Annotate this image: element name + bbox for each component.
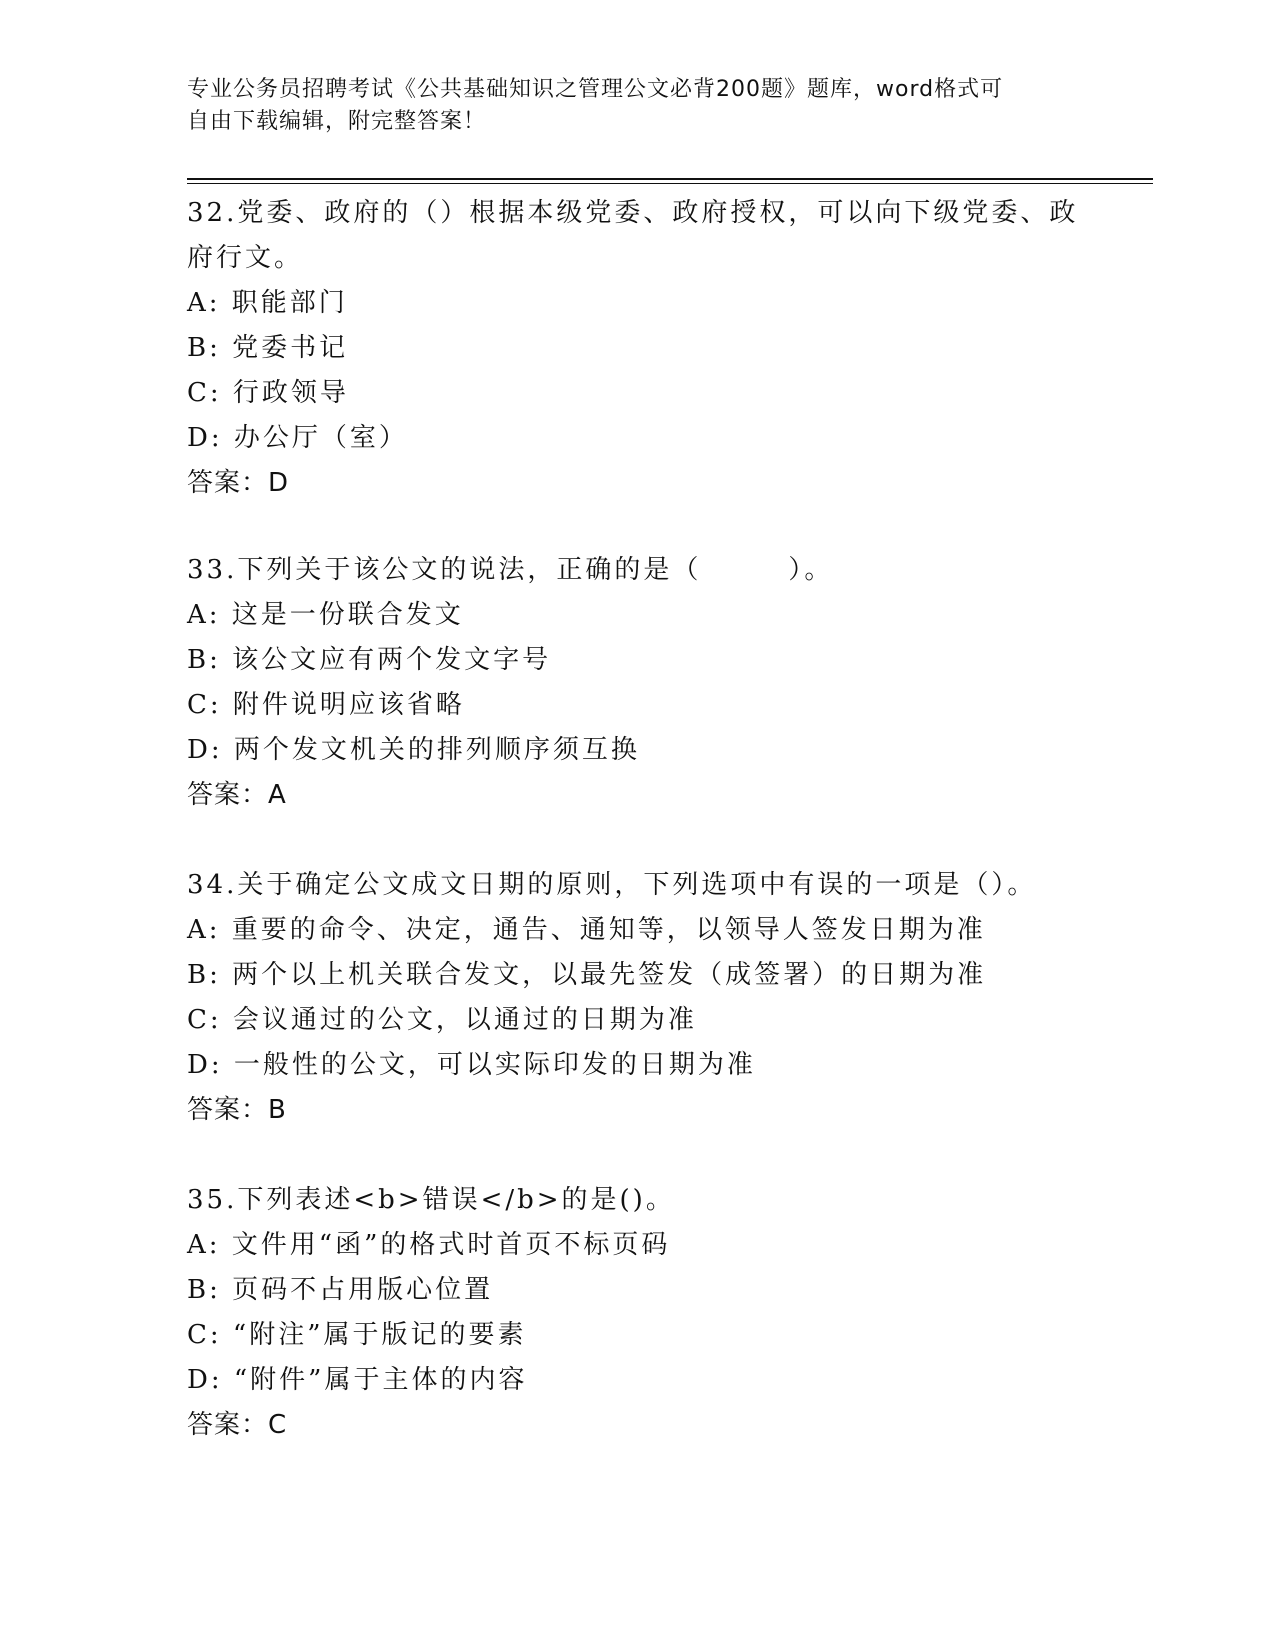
option-d: D: 两个发文机关的排列顺序须互换: [187, 735, 640, 765]
header-divider-thick: [187, 178, 1153, 180]
header-divider-thin: [187, 183, 1153, 184]
question-34: [187, 863, 1087, 1133]
question-33: [187, 548, 1087, 818]
option-b: B: 页码不占用版心位置: [187, 1275, 494, 1305]
question-32: [187, 191, 1087, 506]
option-d: D: “附件”属于主体的内容: [187, 1365, 528, 1395]
header-line-2: 自由下载编辑，附完整答案！: [187, 109, 487, 134]
answer: 答案：A: [187, 780, 287, 810]
question-stem: 33.下列关于该公文的说法，正确的是（ ）。: [187, 555, 834, 585]
header-line-1: 专业公务员招聘考试《公共基础知识之管理公文必背200题》题库，word格式可: [187, 77, 1004, 102]
option-d: D: 办公厅（室）: [187, 423, 408, 453]
option-c: C: 行政领导: [187, 378, 349, 408]
answer: 答案：C: [187, 1410, 288, 1440]
question-stem: 35.下列表述<b>错误</b>的是()。: [187, 1185, 675, 1215]
option-c: C: “附注”属于版记的要素: [187, 1320, 527, 1350]
option-d: D: 一般性的公文，可以实际印发的日期为准: [187, 1050, 756, 1080]
option-b: B: 两个以上机关联合发文，以最先签发（成签署）的日期为准: [187, 960, 987, 990]
question-stem-continued: 府行文。: [187, 243, 304, 273]
option-b: B: 该公文应有两个发文字号: [187, 645, 552, 675]
option-b: B: 党委书记: [187, 333, 349, 363]
option-a: A: 文件用“函”的格式时首页不标页码: [187, 1230, 671, 1260]
option-a: A: 重要的命令、决定，通告、通知等，以领导人签发日期为准: [187, 915, 986, 945]
answer: 答案：D: [187, 468, 290, 498]
question-stem: 32.党委、政府的（）根据本级党委、政府授权，可以向下级党委、政: [187, 198, 1079, 228]
option-a: A: 这是一份联合发文: [187, 600, 464, 630]
answer: 答案：B: [187, 1095, 287, 1125]
question-stem: 34.关于确定公文成文日期的原则，下列选项中有误的一项是（）。: [187, 870, 1037, 900]
question-35: [187, 1178, 1087, 1448]
option-c: C: 会议通过的公文，以通过的日期为准: [187, 1005, 697, 1035]
option-c: C: 附件说明应该省略: [187, 690, 465, 720]
document-header: [187, 74, 1087, 138]
option-a: A: 职能部门: [187, 288, 348, 318]
